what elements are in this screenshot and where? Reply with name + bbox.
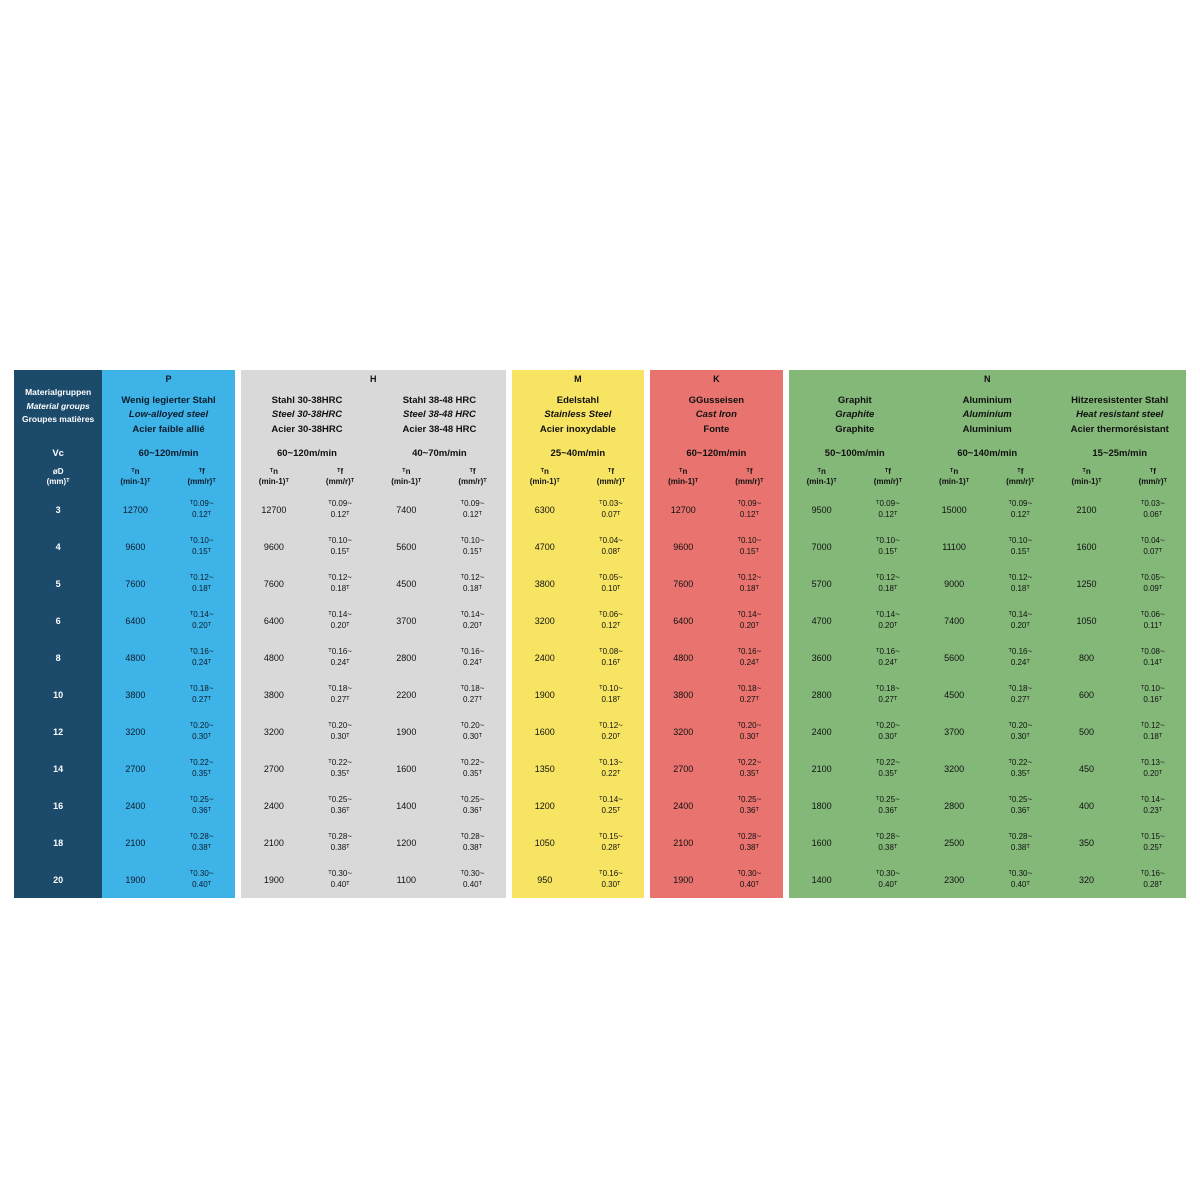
feed-cell: ᵀ0.16~ 0.24ᵀ	[855, 639, 921, 676]
speed-cell: 800	[1053, 639, 1119, 676]
table-row	[14, 787, 1186, 824]
vc-value-4: 60~120m/min	[650, 443, 782, 463]
material-name-6: Aluminium Aluminium Aluminium	[921, 388, 1053, 443]
speed-cell: 7600	[650, 565, 716, 602]
table-row	[14, 824, 1186, 861]
diameter-cell: 18	[14, 824, 102, 861]
feed-cell: ᵀ0.12~ 0.18ᵀ	[1120, 713, 1186, 750]
feed-cell: ᵀ0.04~ 0.07ᵀ	[1120, 528, 1186, 565]
speed-cell: 320	[1053, 861, 1119, 898]
speed-cell: 950	[512, 861, 578, 898]
speed-cell: 2100	[650, 824, 716, 861]
material-name-row	[14, 388, 1186, 443]
speed-cell: 5700	[789, 565, 855, 602]
feed-cell: ᵀ0.05~ 0.10ᵀ	[578, 565, 644, 602]
speed-cell: 1400	[789, 861, 855, 898]
unit-n-3: ᵀn (min-1)ᵀ	[512, 463, 578, 491]
unit-f-3: ᵀf (mm/r)ᵀ	[578, 463, 644, 491]
unit-n-2: ᵀn (min-1)ᵀ	[373, 463, 439, 491]
feed-cell: ᵀ0.10~ 0.18ᵀ	[578, 676, 644, 713]
speed-cell: 6400	[650, 602, 716, 639]
feed-cell: ᵀ0.14~ 0.23ᵀ	[1120, 787, 1186, 824]
diameter-cell: 8	[14, 639, 102, 676]
unit-f-0: ᵀf (mm/r)ᵀ	[169, 463, 235, 491]
feed-cell: ᵀ0.22~ 0.35ᵀ	[716, 750, 782, 787]
speed-cell: 3800	[102, 676, 168, 713]
material-name-4: GGusseisen Cast Iron Fonte	[650, 388, 782, 443]
speed-cell: 7400	[373, 491, 439, 528]
speed-cell: 2100	[1053, 491, 1119, 528]
speed-cell: 2400	[102, 787, 168, 824]
speed-cell: 3800	[650, 676, 716, 713]
material-name-2: Stahl 38-48 HRC Steel 38-48 HRC Acier 38-48 HRC	[373, 388, 505, 443]
feed-cell: ᵀ0.18~ 0.27ᵀ	[169, 676, 235, 713]
table-row	[14, 713, 1186, 750]
feed-cell: ᵀ0.20~ 0.30ᵀ	[987, 713, 1053, 750]
speed-cell: 4500	[373, 565, 439, 602]
speed-cell: 500	[1053, 713, 1119, 750]
speed-cell: 3600	[789, 639, 855, 676]
feed-cell: ᵀ0.22~ 0.35ᵀ	[169, 750, 235, 787]
unit-f-1: ᵀf (mm/r)ᵀ	[307, 463, 373, 491]
feed-cell: ᵀ0.22~ 0.35ᵀ	[307, 750, 373, 787]
speed-cell: 12700	[241, 491, 307, 528]
feed-cell: ᵀ0.14~ 0.20ᵀ	[987, 602, 1053, 639]
cutting-data-table	[14, 370, 1186, 898]
diameter-cell: 12	[14, 713, 102, 750]
feed-cell: ᵀ0.10~ 0.15ᵀ	[716, 528, 782, 565]
feed-cell: ᵀ0.25~ 0.36ᵀ	[439, 787, 505, 824]
speed-cell: 2200	[373, 676, 439, 713]
group-letter-M: M	[512, 370, 644, 388]
feed-cell: ᵀ0.10~ 0.15ᵀ	[307, 528, 373, 565]
diameter-cell: 3	[14, 491, 102, 528]
group-letter-P: P	[102, 370, 234, 388]
speed-cell: 600	[1053, 676, 1119, 713]
speed-cell: 9600	[102, 528, 168, 565]
group-letter-K: K	[650, 370, 782, 388]
feed-cell: ᵀ0.16~ 0.24ᵀ	[439, 639, 505, 676]
material-groups-en: Material groups	[26, 400, 90, 411]
speed-cell: 2300	[921, 861, 987, 898]
feed-cell: ᵀ0.30~ 0.40ᵀ	[439, 861, 505, 898]
feed-cell: ᵀ0.20~ 0.30ᵀ	[307, 713, 373, 750]
material-name-0: Wenig legierter Stahl Low-alloyed steel Acier faible allié	[102, 388, 234, 443]
feed-cell: ᵀ0.25~ 0.36ᵀ	[855, 787, 921, 824]
feed-cell: ᵀ0.14~ 0.20ᵀ	[439, 602, 505, 639]
speed-cell: 2400	[650, 787, 716, 824]
speed-cell: 4800	[650, 639, 716, 676]
feed-cell: ᵀ0.03~ 0.07ᵀ	[578, 491, 644, 528]
speed-cell: 1800	[789, 787, 855, 824]
speed-cell: 1250	[1053, 565, 1119, 602]
material-name-3: Edelstahl Stainless Steel Acier inoxydable	[512, 388, 644, 443]
unit-f-6: ᵀf (mm/r)ᵀ	[987, 463, 1053, 491]
speed-cell: 5600	[921, 639, 987, 676]
table-row	[14, 676, 1186, 713]
feed-cell: ᵀ0.20~ 0.30ᵀ	[439, 713, 505, 750]
feed-cell: ᵀ0.09~ 0.12ᵀ	[987, 491, 1053, 528]
feed-cell: ᵀ0.12~ 0.20ᵀ	[578, 713, 644, 750]
vc-value-7: 15~25m/min	[1053, 443, 1186, 463]
cutting-data-table-container	[14, 370, 1186, 898]
speed-cell: 4800	[102, 639, 168, 676]
speed-cell: 2400	[789, 713, 855, 750]
feed-cell: ᵀ0.09~ 0.12ᵀ	[307, 491, 373, 528]
feed-cell: ᵀ0.20~ 0.30ᵀ	[169, 713, 235, 750]
speed-cell: 3700	[373, 602, 439, 639]
speed-cell: 2100	[789, 750, 855, 787]
feed-cell: ᵀ0.09~ 0.12ᵀ	[439, 491, 505, 528]
feed-cell: ᵀ0.18~ 0.27ᵀ	[439, 676, 505, 713]
table-row	[14, 565, 1186, 602]
unit-f-7: ᵀf (mm/r)ᵀ	[1120, 463, 1186, 491]
speed-cell: 3200	[102, 713, 168, 750]
vc-value-5: 50~100m/min	[789, 443, 921, 463]
table-row	[14, 639, 1186, 676]
feed-cell: ᵀ0.12~ 0.18ᵀ	[855, 565, 921, 602]
feed-cell: ᵀ0.12~ 0.18ᵀ	[307, 565, 373, 602]
feed-cell: ᵀ0.15~ 0.25ᵀ	[1120, 824, 1186, 861]
speed-cell: 350	[1053, 824, 1119, 861]
speed-cell: 1900	[650, 861, 716, 898]
feed-cell: ᵀ0.14~ 0.20ᵀ	[169, 602, 235, 639]
speed-cell: 1600	[512, 713, 578, 750]
speed-cell: 1900	[512, 676, 578, 713]
speed-cell: 7000	[789, 528, 855, 565]
feed-cell: ᵀ0.20~ 0.30ᵀ	[716, 713, 782, 750]
speed-cell: 1400	[373, 787, 439, 824]
speed-cell: 4700	[789, 602, 855, 639]
feed-cell: ᵀ0.16~ 0.24ᵀ	[307, 639, 373, 676]
feed-cell: ᵀ0.12~ 0.18ᵀ	[716, 565, 782, 602]
feed-cell: ᵀ0.15~ 0.28ᵀ	[578, 824, 644, 861]
speed-cell: 6300	[512, 491, 578, 528]
table-row	[14, 528, 1186, 565]
speed-cell: 1200	[512, 787, 578, 824]
speed-cell: 3200	[650, 713, 716, 750]
feed-cell: ᵀ0.14~ 0.20ᵀ	[716, 602, 782, 639]
speed-cell: 12700	[102, 491, 168, 528]
vc-value-1: 60~120m/min	[241, 443, 373, 463]
feed-cell: ᵀ0.12~ 0.18ᵀ	[987, 565, 1053, 602]
group-letter-N: N	[789, 370, 1186, 388]
speed-cell: 9000	[921, 565, 987, 602]
speed-cell: 2500	[921, 824, 987, 861]
table-row	[14, 750, 1186, 787]
feed-cell: ᵀ0.14~ 0.20ᵀ	[307, 602, 373, 639]
speed-cell: 9600	[241, 528, 307, 565]
units-row	[14, 463, 1186, 491]
speed-cell: 1200	[373, 824, 439, 861]
feed-cell: ᵀ0.16~ 0.30ᵀ	[578, 861, 644, 898]
material-groups-fr: Groupes matières	[22, 414, 95, 425]
feed-cell: ᵀ0.22~ 0.35ᵀ	[987, 750, 1053, 787]
feed-cell: ᵀ0.13~ 0.20ᵀ	[1120, 750, 1186, 787]
speed-cell: 2400	[241, 787, 307, 824]
material-name-1: Stahl 30-38HRC Steel 30-38HRC Acier 30-38HRC	[241, 388, 373, 443]
speed-cell: 2400	[512, 639, 578, 676]
vc-label: Vc	[14, 443, 102, 463]
group-letter-row	[14, 370, 1186, 388]
feed-cell: ᵀ0.12~ 0.18ᵀ	[169, 565, 235, 602]
vc-row	[14, 443, 1186, 463]
material-name-7: Hitzeresistenter Stahl Heat resistant steel Acier thermorésistant	[1053, 388, 1186, 443]
feed-cell: ᵀ0.10~ 0.16ᵀ	[1120, 676, 1186, 713]
speed-cell: 3800	[512, 565, 578, 602]
feed-cell: ᵀ0.05~ 0.09ᵀ	[1120, 565, 1186, 602]
speed-cell: 2100	[241, 824, 307, 861]
speed-cell: 2800	[921, 787, 987, 824]
feed-cell: ᵀ0.14~ 0.25ᵀ	[578, 787, 644, 824]
speed-cell: 3200	[512, 602, 578, 639]
unit-f-5: ᵀf (mm/r)ᵀ	[855, 463, 921, 491]
diameter-cell: 16	[14, 787, 102, 824]
speed-cell: 3700	[921, 713, 987, 750]
speed-cell: 12700	[650, 491, 716, 528]
feed-cell: ᵀ0.16~ 0.24ᵀ	[987, 639, 1053, 676]
unit-n-1: ᵀn (min-1)ᵀ	[241, 463, 307, 491]
speed-cell: 4800	[241, 639, 307, 676]
speed-cell: 1050	[1053, 602, 1119, 639]
feed-cell: ᵀ0.30~ 0.40ᵀ	[855, 861, 921, 898]
speed-cell: 2800	[373, 639, 439, 676]
feed-cell: ᵀ0.22~ 0.35ᵀ	[855, 750, 921, 787]
feed-cell: ᵀ0.09~ 0.12ᵀ	[716, 491, 782, 528]
speed-cell: 11100	[921, 528, 987, 565]
feed-cell: ᵀ0.16~ 0.24ᵀ	[169, 639, 235, 676]
feed-cell: ᵀ0.04~ 0.08ᵀ	[578, 528, 644, 565]
feed-cell: ᵀ0.06~ 0.12ᵀ	[578, 602, 644, 639]
speed-cell: 7400	[921, 602, 987, 639]
feed-cell: ᵀ0.30~ 0.40ᵀ	[307, 861, 373, 898]
speed-cell: 3200	[921, 750, 987, 787]
speed-cell: 1600	[789, 824, 855, 861]
diameter-cell: 4	[14, 528, 102, 565]
speed-cell: 7600	[241, 565, 307, 602]
feed-cell: ᵀ0.18~ 0.27ᵀ	[307, 676, 373, 713]
feed-cell: ᵀ0.20~ 0.30ᵀ	[855, 713, 921, 750]
vc-value-3: 25~40m/min	[512, 443, 644, 463]
speed-cell: 400	[1053, 787, 1119, 824]
group-letter-H: H	[241, 370, 506, 388]
feed-cell: ᵀ0.03~ 0.06ᵀ	[1120, 491, 1186, 528]
feed-cell: ᵀ0.25~ 0.36ᵀ	[307, 787, 373, 824]
unit-f-2: ᵀf (mm/r)ᵀ	[439, 463, 505, 491]
feed-cell: ᵀ0.25~ 0.36ᵀ	[169, 787, 235, 824]
unit-n-4: ᵀn (min-1)ᵀ	[650, 463, 716, 491]
speed-cell: 2100	[102, 824, 168, 861]
feed-cell: ᵀ0.18~ 0.27ᵀ	[716, 676, 782, 713]
table-row	[14, 491, 1186, 528]
diameter-cell: 10	[14, 676, 102, 713]
unit-n-0: ᵀn (min-1)ᵀ	[102, 463, 168, 491]
feed-cell: ᵀ0.08~ 0.14ᵀ	[1120, 639, 1186, 676]
speed-cell: 9600	[650, 528, 716, 565]
speed-cell: 1350	[512, 750, 578, 787]
feed-cell: ᵀ0.10~ 0.15ᵀ	[169, 528, 235, 565]
feed-cell: ᵀ0.10~ 0.15ᵀ	[987, 528, 1053, 565]
feed-cell: ᵀ0.10~ 0.15ᵀ	[439, 528, 505, 565]
material-groups-header	[14, 370, 102, 443]
unit-n-5: ᵀn (min-1)ᵀ	[789, 463, 855, 491]
unit-n-6: ᵀn (min-1)ᵀ	[921, 463, 987, 491]
diameter-cell: 20	[14, 861, 102, 898]
feed-cell: ᵀ0.28~ 0.38ᵀ	[855, 824, 921, 861]
table-row	[14, 861, 1186, 898]
feed-cell: ᵀ0.30~ 0.40ᵀ	[169, 861, 235, 898]
speed-cell: 1900	[241, 861, 307, 898]
feed-cell: ᵀ0.28~ 0.38ᵀ	[716, 824, 782, 861]
speed-cell: 1100	[373, 861, 439, 898]
diameter-unit-header: øD (mm)ᵀ	[14, 463, 102, 491]
speed-cell: 1600	[1053, 528, 1119, 565]
feed-cell: ᵀ0.25~ 0.36ᵀ	[987, 787, 1053, 824]
diameter-cell: 6	[14, 602, 102, 639]
feed-cell: ᵀ0.12~ 0.18ᵀ	[439, 565, 505, 602]
speed-cell: 2700	[650, 750, 716, 787]
speed-cell: 15000	[921, 491, 987, 528]
feed-cell: ᵀ0.16~ 0.28ᵀ	[1120, 861, 1186, 898]
unit-n-7: ᵀn (min-1)ᵀ	[1053, 463, 1119, 491]
diameter-cell: 5	[14, 565, 102, 602]
vc-value-0: 60~120m/min	[102, 443, 234, 463]
feed-cell: ᵀ0.08~ 0.16ᵀ	[578, 639, 644, 676]
speed-cell: 6400	[102, 602, 168, 639]
feed-cell: ᵀ0.28~ 0.38ᵀ	[307, 824, 373, 861]
speed-cell: 1900	[373, 713, 439, 750]
speed-cell: 6400	[241, 602, 307, 639]
feed-cell: ᵀ0.25~ 0.36ᵀ	[716, 787, 782, 824]
feed-cell: ᵀ0.13~ 0.22ᵀ	[578, 750, 644, 787]
speed-cell: 9500	[789, 491, 855, 528]
feed-cell: ᵀ0.09~ 0.12ᵀ	[855, 491, 921, 528]
material-name-5: Graphit Graphite Graphite	[789, 388, 921, 443]
diameter-cell: 14	[14, 750, 102, 787]
table-row	[14, 602, 1186, 639]
vc-value-6: 60~140m/min	[921, 443, 1053, 463]
feed-cell: ᵀ0.18~ 0.27ᵀ	[987, 676, 1053, 713]
feed-cell: ᵀ0.30~ 0.40ᵀ	[716, 861, 782, 898]
feed-cell: ᵀ0.06~ 0.11ᵀ	[1120, 602, 1186, 639]
speed-cell: 4500	[921, 676, 987, 713]
speed-cell: 1050	[512, 824, 578, 861]
speed-cell: 7600	[102, 565, 168, 602]
speed-cell: 1600	[373, 750, 439, 787]
feed-cell: ᵀ0.10~ 0.15ᵀ	[855, 528, 921, 565]
feed-cell: ᵀ0.09~ 0.12ᵀ	[169, 491, 235, 528]
material-groups-de: Materialgruppen	[25, 387, 92, 398]
speed-cell: 2700	[102, 750, 168, 787]
feed-cell: ᵀ0.28~ 0.38ᵀ	[439, 824, 505, 861]
feed-cell: ᵀ0.14~ 0.20ᵀ	[855, 602, 921, 639]
speed-cell: 4700	[512, 528, 578, 565]
unit-f-4: ᵀf (mm/r)ᵀ	[716, 463, 782, 491]
vc-value-2: 40~70m/min	[373, 443, 505, 463]
speed-cell: 2700	[241, 750, 307, 787]
feed-cell: ᵀ0.22~ 0.35ᵀ	[439, 750, 505, 787]
feed-cell: ᵀ0.28~ 0.38ᵀ	[169, 824, 235, 861]
speed-cell: 1900	[102, 861, 168, 898]
speed-cell: 2800	[789, 676, 855, 713]
speed-cell: 3200	[241, 713, 307, 750]
feed-cell: ᵀ0.18~ 0.27ᵀ	[855, 676, 921, 713]
speed-cell: 450	[1053, 750, 1119, 787]
speed-cell: 3800	[241, 676, 307, 713]
speed-cell: 5600	[373, 528, 439, 565]
feed-cell: ᵀ0.28~ 0.38ᵀ	[987, 824, 1053, 861]
feed-cell: ᵀ0.16~ 0.24ᵀ	[716, 639, 782, 676]
feed-cell: ᵀ0.30~ 0.40ᵀ	[987, 861, 1053, 898]
